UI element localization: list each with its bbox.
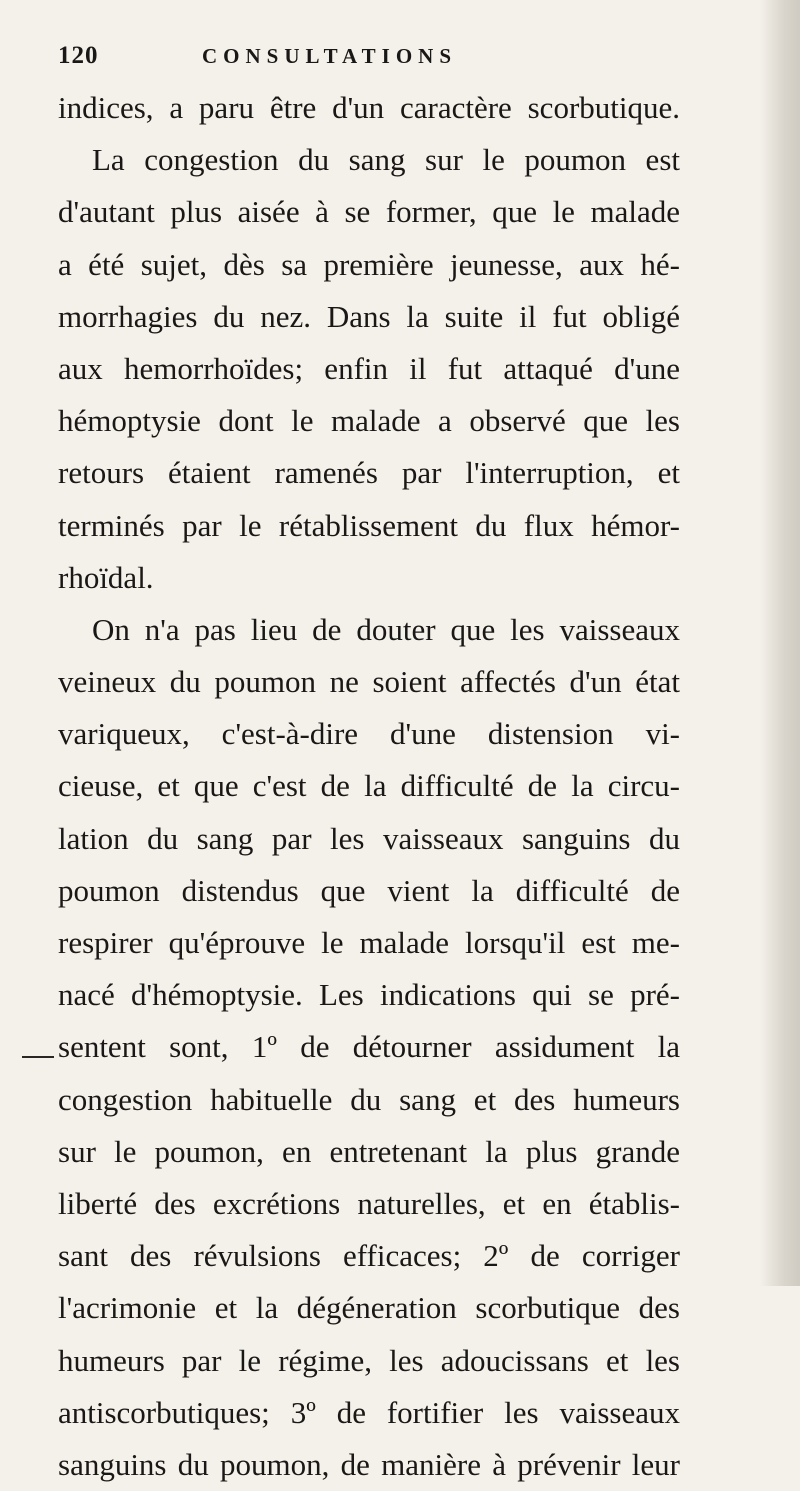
text-line: respirer qu'éprouve le malade lorsqu'il est me- <box>58 925 680 960</box>
text-line: d'autant plus aisée à se former, que le malade <box>58 194 680 230</box>
text-line: sentent sont, 1º de détourner assidument la <box>58 1029 680 1065</box>
page-number: 120 <box>58 42 99 69</box>
text-line: rhoïdal. <box>58 559 154 595</box>
text-line: variqueux, c'est-à-dire d'une distension vi- <box>58 716 680 752</box>
text-line: terminés par le rétablissement du flux hémor- <box>58 507 680 543</box>
text-line: cieuse, et que c'est de la difficulté de la circu- <box>58 768 680 804</box>
text-line: lation du sang par les vaisseaux sanguins du <box>58 820 680 856</box>
text-line: indices, a paru être d'un caractère scorbutique. <box>58 90 680 125</box>
page-header <box>58 42 688 78</box>
text-line: l'acrimonie et la dégéneration scorbutique des <box>58 1290 680 1326</box>
text-line: retours étaient ramenés par l'interruption, et <box>58 455 680 491</box>
text-line: sanguins du poumon, de manière à prévenir leur <box>58 1446 680 1482</box>
text-line: liberté des excrétions naturelles, et en établis- <box>58 1185 680 1221</box>
running-title: CONSULTATIONS <box>202 44 458 68</box>
text-line: antiscorbutiques; 3º de fortifier les vaisseaux <box>58 1394 680 1430</box>
text-line: hémoptysie dont le malade a observé que les <box>58 403 680 439</box>
text-line: veineux du poumon ne soient affectés d'un état <box>58 664 680 700</box>
text-line: a été sujet, dès sa première jeunesse, aux hé- <box>58 246 680 282</box>
margin-dash <box>22 1056 54 1058</box>
text-line: poumon distendus que vient la difficulté de <box>58 872 680 908</box>
text-line: congestion habituelle du sang et des humeurs <box>58 1081 680 1117</box>
text-line: nacé d'hémoptysie. Les indications qui se pré- <box>58 977 680 1013</box>
text-line: sur le poumon, en entretenant la plus grande <box>58 1133 680 1169</box>
text-line: On n'a pas lieu de douter que les vaisseaux <box>92 611 680 647</box>
text-line: morrhagies du nez. Dans la suite il fut obligé <box>58 298 680 334</box>
text-line: humeurs par le régime, les adoucissans et les <box>58 1342 680 1378</box>
text-line: aux hemorrhoïdes; enfin il fut attaqué d'une <box>58 350 680 386</box>
page-edge-shadow <box>760 0 800 1286</box>
body-text <box>58 82 680 1491</box>
text-line: La congestion du sang sur le poumon est <box>92 142 680 178</box>
text-line: sant des révulsions efficaces; 2º de corriger <box>58 1238 680 1274</box>
